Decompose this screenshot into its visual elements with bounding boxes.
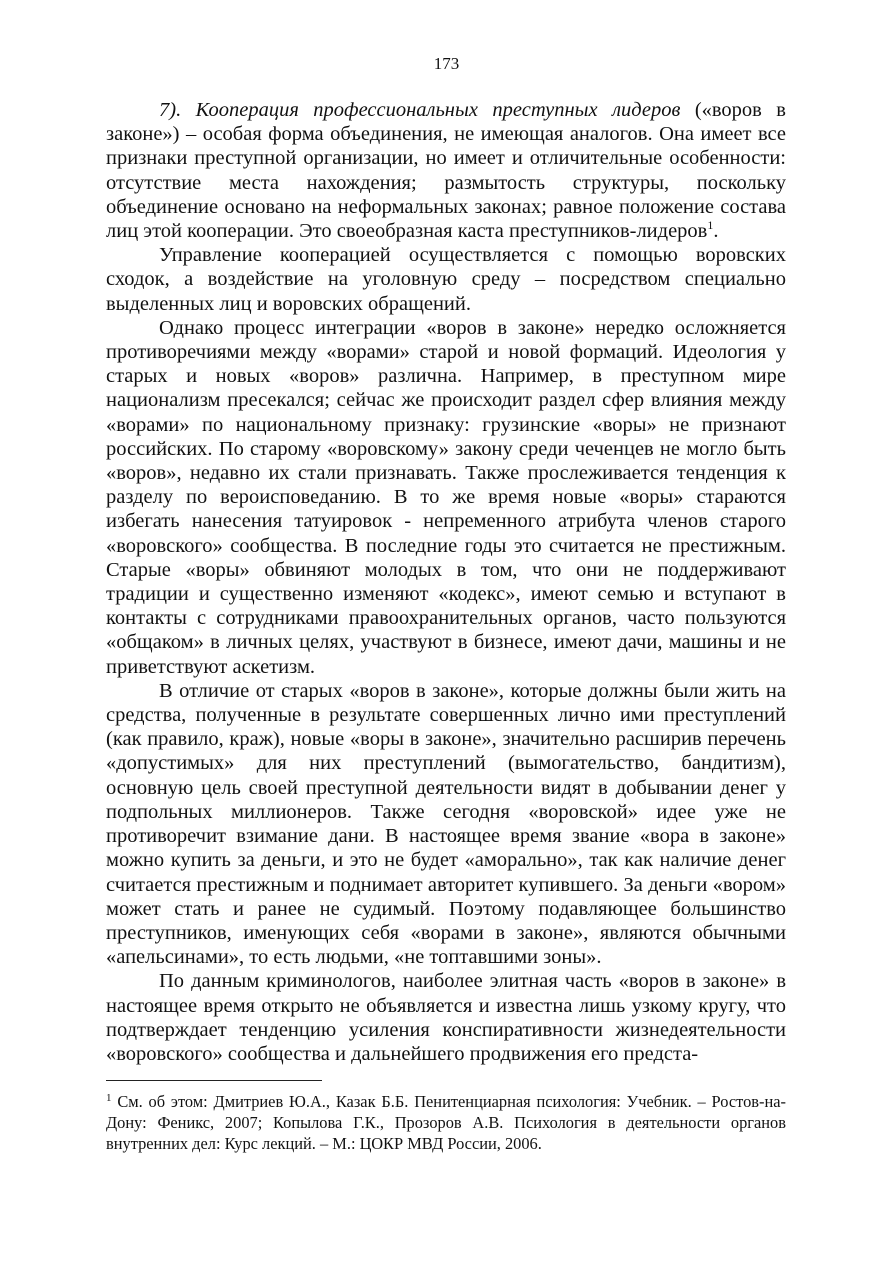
paragraph-1 — [106, 98, 786, 243]
paragraph-1-tail: . — [713, 220, 719, 243]
paragraph-5: По данным криминологов, наиболее элитная часть «воров в законе» в настоящее время открыто не объявляется и известна лишь узкому кругу, что подтверждает тенденцию усиления конспиративности жизнедеятельности «воровского» сообщества и дальнейшего продвижения его предста- — [106, 970, 786, 1065]
paragraph-3: Однако процесс интеграции «воров в законе» нередко осложняется противоречиями между «ворами» старой и новой формаций. Идеология у старых и новых «воров» различна. Например, в преступном мире национализм пресекался; сейчас же происходит раздел сфер влияния между «ворами» по национальному признаку: грузинские «воры» не признают российских. По старому «воровскому» закону среди чеченцев не могло быть «воров», недавно их стали признавать. Также прослеживается тенденция к разделу по вероисповеданию. В то же время новые «воры» стараются избегать нанесения татуировок - непременного атрибута членов старого «воровского» сообщества. В последние годы это считается не престижным. Старые «воры» обвиняют молодых в том, что они не поддерживают традиции и существенно изменяют «кодекс», имеют семью и вступают в контакты с сотрудниками правоохранительных органов, часто пользуются «общаком» в личных целях, участвуют в бизнесе, имеют дачи, машины и не приветствуют аскетизм. — [106, 316, 786, 678]
body-text — [106, 98, 786, 1066]
footnote-text: См. об этом: Дмитриев Ю.А., Казак Б.Б. Пенитенциарная психология: Учебник. – Ростов-на-Дону: Феникс, 2007; Копылова Г.К., Прозоров А.В. Психология в деятельности органов внутренних дел: Курс лекций. – М.: ЦОКР МВД России, 2006. — [106, 1092, 786, 1153]
page-number: 173 — [433, 54, 460, 73]
paragraph-4: В отличие от старых «воров в законе», которые должны были жить на средства, полученные в результате совершенных лично ими преступлений (как правило, краж), новые «воры в законе», значительно расширив перечень «допустимых» для них преступлений (вымогательство, бандитизм), основную цель своей преступной деятельности видят в добывании денег у подпольных миллионеров. Также сегодня «воровской» идее уже не противоречит взимание дани. В настоящее время звание «вора в законе» можно купить за деньги, и это не будет «аморально», так как наличие денег считается престижным и поднимает авторитет купившего. За деньги «вором» может стать и ранее не судимый. Поэтому подавляющее большинство преступников, именующих себя «ворами в законе», являются обычными «апельсинами», то есть людьми, «не топтавшими зоны». — [106, 679, 786, 969]
footnote-separator — [106, 1080, 322, 1081]
paragraph-1-text: («воров в законе») – особая форма объединения, не имеющая аналогов. Она имеет все признаки преступной организации, но имеет и отличительные особенности: отсутствие места нахождения; размытость структуры, поскольку объединение основано на неформальных законах; равное положение состава лиц этой кооперации. Это своеобразная каста преступников-лидеров — [106, 99, 786, 243]
paragraph-1-italic-lead: 7). Кооперация профессиональных преступных лидеров — [159, 99, 681, 121]
paragraph-2: Управление кооперацией осуществляется с помощью воровских сходок, а воздействие на уголовную среду – посредством специально выделенных лиц и воровских обращений. — [106, 244, 786, 315]
footnote-reference[interactable]: 1 — [707, 218, 714, 233]
footnote-marker: 1 — [106, 1092, 112, 1104]
footnote — [106, 1091, 786, 1154]
